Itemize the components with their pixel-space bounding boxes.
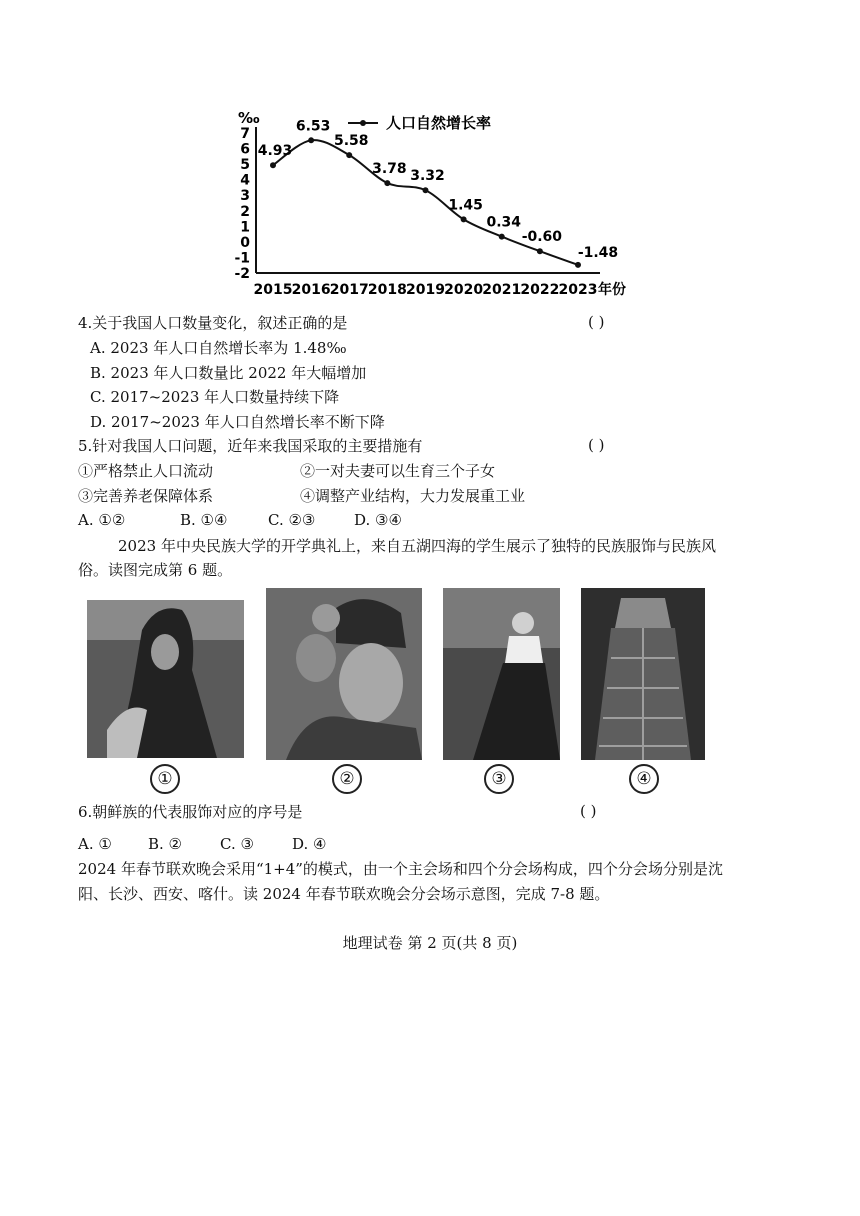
data-point (575, 262, 581, 268)
x-tick-label: 2017 (329, 282, 369, 298)
q4-option-c: C. 2017~2023 年人口数量持续下降 (90, 388, 340, 406)
x-tick-label: 2018 (367, 282, 407, 298)
q5-option-c: C. ②③ (268, 511, 316, 529)
photo-costume-3 (443, 588, 560, 760)
q6-answer-paren: ( ) (580, 802, 597, 820)
y-tick-label: -2 (234, 266, 250, 282)
y-tick-label: 6 (240, 141, 250, 158)
q6-intro-line-1: 2023 年中央民族大学的开学典礼上，来自五湖四海的学生展示了独特的民族服饰与民族风 (118, 537, 716, 555)
legend-label: 人口自然增长率 (386, 114, 492, 132)
data-point (384, 180, 390, 186)
photo-costume-4 (581, 588, 705, 760)
q6-intro-line-2: 俗。读图完成第 6 题。 (78, 561, 233, 579)
data-label: 3.78 (372, 161, 407, 178)
data-label: 6.53 (295, 118, 331, 135)
data-point (537, 248, 543, 254)
q4-stem: 4.关于我国人口数量变化，叙述正确的是 (78, 314, 348, 332)
q7-8-intro-line-2: 阳、长沙、西安、喀什。读 2024 年春节联欢晚会分会场示意图，完成 7-8 题。 (78, 885, 610, 903)
page-footer: 地理试卷 第 2 页(共 8 页) (342, 934, 518, 952)
data-label: 4.93 (257, 143, 293, 160)
x-tick-label: 2022 (520, 282, 560, 298)
q6-option-a: A. ① (78, 835, 112, 853)
photo-costume-2 (266, 588, 422, 760)
y-tick-label: 7 (240, 126, 250, 142)
q5-stem: 5.针对我国人口问题，近年来我国采取的主要措施有 (78, 437, 423, 455)
x-tick-label: 2016 (291, 282, 331, 298)
photo-label-1: ① (150, 764, 180, 794)
q6-option-c: C. ③ (220, 835, 254, 853)
y-tick-label: -1 (234, 250, 250, 267)
x-unit-label: 年份 (598, 282, 626, 298)
q4-option-d: D. 2017~2023 年人口自然增长率不断下降 (90, 413, 385, 431)
x-tick-label: 2020 (444, 282, 484, 298)
q5-item-3: ③完善养老保障体系 (78, 487, 214, 505)
data-label: 3.32 (410, 168, 445, 185)
q7-8-intro-line-1: 2024 年春节联欢晚会采用“1+4”的模式，由一个主会场和四个分会场构成，四个分会场分别是沈 (78, 860, 723, 878)
data-point (346, 152, 352, 158)
q5-answer-paren: ( ) (588, 436, 605, 454)
q5-item-2: ②一对夫妻可以生育三个子女 (300, 462, 496, 480)
q4-option-b: B. 2023 年人口数量比 2022 年大幅增加 (90, 364, 367, 382)
data-label: -1.48 (577, 244, 619, 261)
q5-option-b: B. ①④ (180, 511, 228, 529)
q5-item-1: ①严格禁止人口流动 (78, 462, 214, 480)
q4-answer-paren: ( ) (588, 313, 605, 331)
y-tick-label: 5 (240, 157, 250, 174)
y-unit-label: ‰ (238, 109, 260, 127)
photo-label-3: ③ (484, 764, 514, 794)
x-tick-label: 2021 (482, 282, 522, 298)
q4-option-a: A. 2023 年人口自然增长率为 1.48‰ (90, 339, 347, 357)
q6-option-b: B. ② (148, 835, 183, 853)
data-point (423, 187, 429, 193)
y-tick-label: 3 (240, 188, 250, 205)
q6-option-d: D. ④ (292, 835, 327, 853)
q5-option-a: A. ①② (78, 511, 126, 529)
growth-rate-line (273, 140, 578, 265)
y-tick-label: 4 (240, 172, 250, 189)
data-point (499, 234, 505, 240)
y-tick-label: 0 (240, 234, 250, 251)
q5-item-4: ④调整产业结构，大力发展重工业 (300, 487, 526, 505)
x-tick-label: 2015 (253, 282, 293, 298)
x-tick-label: 2019 (406, 282, 445, 298)
legend-marker (360, 120, 366, 126)
data-label: -0.60 (521, 229, 563, 246)
photo-label-2: ② (332, 764, 362, 794)
q6-stem: 6.朝鲜族的代表服饰对应的序号是 (78, 803, 303, 821)
population-growth-chart (220, 105, 640, 305)
data-point (270, 162, 276, 168)
data-point (308, 137, 314, 143)
q5-option-d: D. ③④ (354, 511, 402, 529)
y-tick-label: 1 (240, 219, 250, 236)
x-tick-label: 2023 (558, 282, 598, 298)
photo-label-4: ④ (629, 764, 659, 794)
data-label: 1.45 (448, 197, 483, 214)
data-point (461, 216, 467, 222)
data-label: 5.58 (333, 133, 369, 150)
data-label: 0.34 (486, 214, 522, 231)
y-tick-label: 2 (240, 203, 250, 220)
photo-costume-1 (87, 600, 244, 758)
